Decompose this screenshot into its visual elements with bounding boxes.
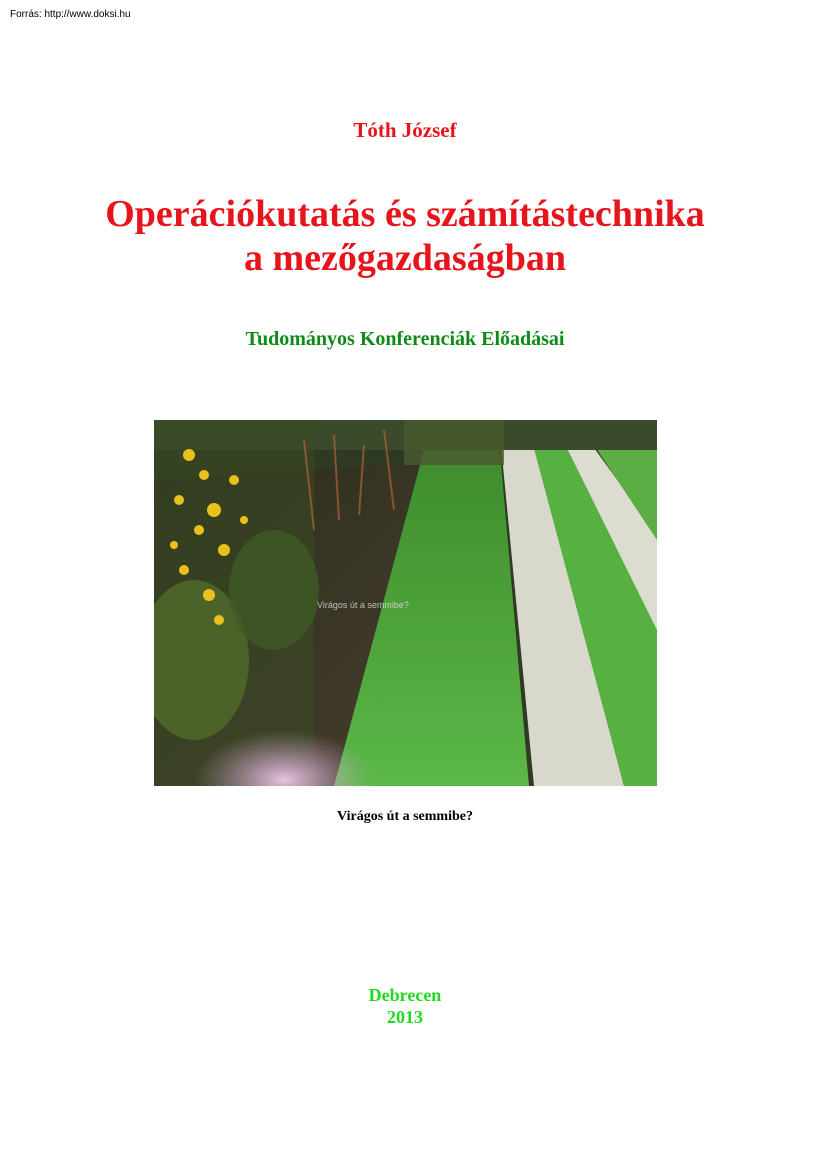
- title-line-2: a mezőgazdaságban: [244, 237, 566, 279]
- publication-year: 2013: [387, 1007, 423, 1027]
- document-subtitle: Tudományos Konferenciák Előadásai: [245, 328, 565, 350]
- publication-city: Debrecen: [368, 985, 442, 1005]
- document-title: [0, 192, 810, 280]
- source-line: Forrás: http://www.doksi.hu: [10, 9, 131, 20]
- photo-overlay-text: Virágos út a semmibe?: [317, 600, 409, 610]
- title-line-1: Operációkutatás és számítástechnika: [105, 193, 705, 235]
- cover-photo: [154, 420, 657, 786]
- photo-caption: Virágos út a semmibe?: [337, 809, 473, 824]
- author-name: Tóth József: [353, 118, 457, 142]
